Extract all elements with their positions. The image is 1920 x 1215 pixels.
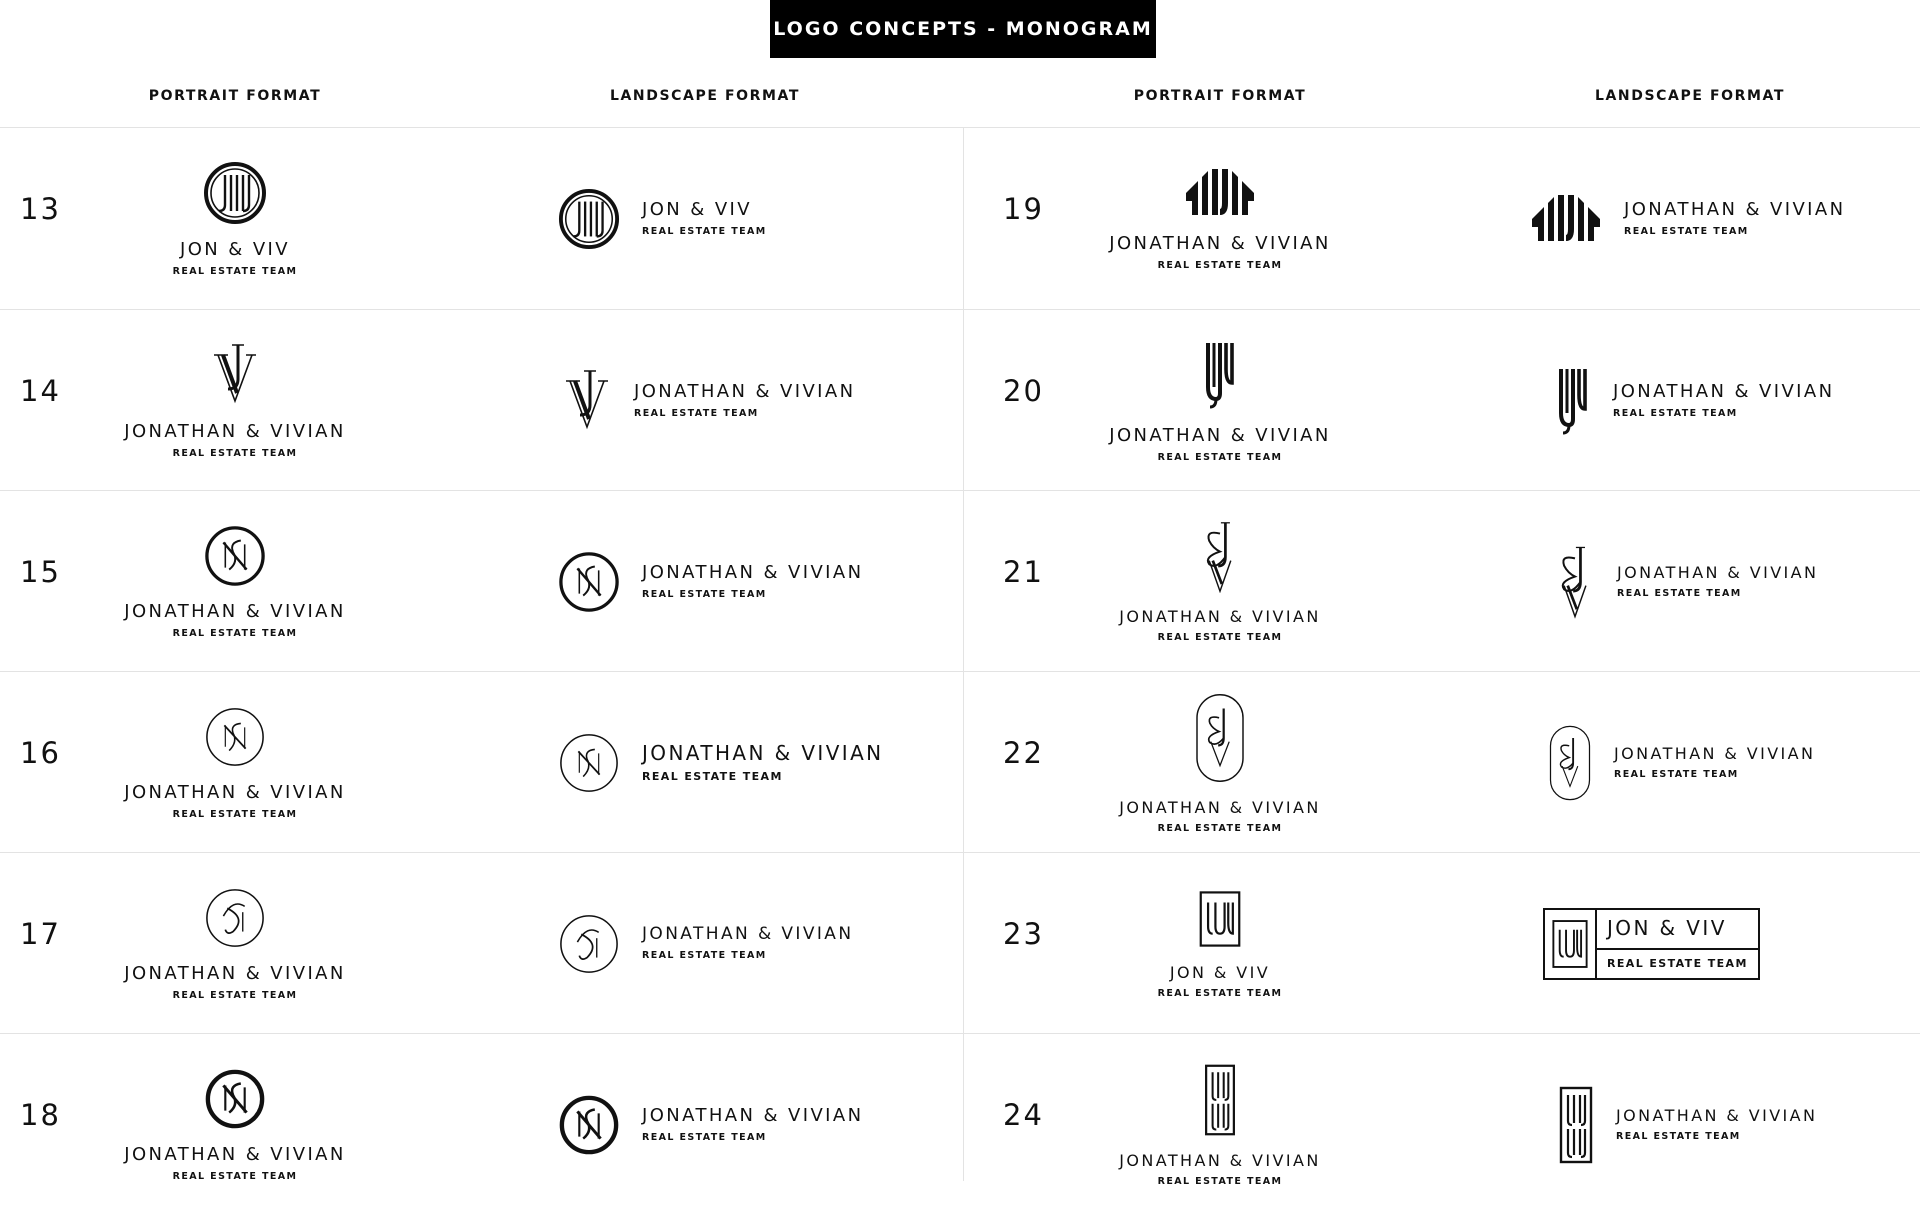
concept-number: 16	[20, 736, 61, 770]
landscape-logo	[558, 672, 998, 853]
boxed-jvv-monogram-icon	[1198, 889, 1242, 949]
logo-tagline: REAL ESTATE TEAM	[172, 265, 298, 277]
logo-name: JONATHAN & VIVIAN	[124, 962, 346, 984]
logo-name: JONATHAN & VIVIAN	[1119, 797, 1321, 817]
logo-tagline: REAL ESTATE TEAM	[172, 808, 298, 820]
landscape-logo	[558, 853, 998, 1034]
logo-name: JON & VIV	[642, 198, 752, 220]
circle-js-bold-monogram-icon	[558, 551, 620, 613]
logo-tagline: REAL ESTATE TEAM	[1617, 587, 1742, 599]
logo-name: JONATHAN & VIVIAN	[642, 741, 884, 765]
boxed-jvv-monogram-icon	[1551, 918, 1589, 970]
circle-js-heavy-monogram-icon	[204, 1068, 266, 1130]
circle-js-thin-monogram-icon	[204, 706, 266, 768]
landscape-logo	[562, 310, 1002, 491]
serif-jv-monogram-icon	[210, 343, 260, 407]
oval-ampersand-jv-monogram-icon	[1194, 692, 1246, 784]
portrait-logo	[35, 1034, 435, 1215]
circle-jv-monogram-icon	[558, 188, 620, 250]
striped-house-monogram-icon	[1530, 193, 1602, 245]
logo-tagline: REAL ESTATE TEAM	[1157, 631, 1283, 643]
ampersand-jv-monogram-icon	[1200, 521, 1240, 593]
logo-tagline: REAL ESTATE TEAM	[642, 770, 783, 783]
logo-tagline: REAL ESTATE TEAM	[642, 950, 767, 962]
ampersand-jv-monogram-icon	[1555, 542, 1595, 622]
concept-number: 23	[1003, 917, 1044, 951]
concept-row	[0, 672, 1920, 853]
column-header-landscape-left: LANDSCAPE FORMAT	[609, 88, 801, 104]
landscape-logo	[1543, 853, 1920, 1034]
logo-name: JONATHAN & VIVIAN	[1617, 562, 1819, 582]
logo-name: JONATHAN & VIVIAN	[1616, 1105, 1818, 1125]
concept-row	[0, 491, 1920, 672]
portrait-logo	[35, 672, 435, 853]
logo-tagline: REAL ESTATE TEAM	[634, 407, 759, 419]
logo-name: JONATHAN & VIVIAN	[642, 1104, 864, 1126]
portrait-logo	[35, 491, 435, 672]
logo-name: JONATHAN & VIVIAN	[634, 380, 856, 402]
tall-jv-monogram-icon	[1555, 365, 1591, 437]
logo-tagline: REAL ESTATE TEAM	[172, 1170, 298, 1182]
logo-tagline: REAL ESTATE TEAM	[1616, 1130, 1741, 1142]
striped-house-monogram-icon	[1184, 167, 1256, 219]
logo-name: JONATHAN & VIVIAN	[1614, 743, 1816, 763]
landscape-logo	[558, 128, 998, 309]
tall-boxed-monogram-icon	[1203, 1063, 1237, 1137]
concept-number: 20	[1003, 374, 1044, 408]
logo-tagline: REAL ESTATE TEAM	[1157, 822, 1283, 834]
logo-tagline: REAL ESTATE TEAM	[1597, 948, 1758, 977]
logo-name: JON & VIV	[180, 238, 290, 260]
logo-name: JONATHAN & VIVIAN	[1613, 380, 1835, 402]
concept-number: 17	[20, 917, 61, 951]
concept-number: 19	[1003, 192, 1044, 226]
concept-number: 24	[1003, 1098, 1044, 1132]
concept-number: 22	[1003, 736, 1044, 770]
tall-jv-monogram-icon	[1202, 339, 1238, 411]
logo-tagline: REAL ESTATE TEAM	[1157, 1175, 1283, 1187]
portrait-logo	[1020, 853, 1420, 1034]
logo-name: JONATHAN & VIVIAN	[1109, 232, 1331, 254]
logo-name: JON & VIV	[1169, 962, 1271, 982]
landscape-logo	[558, 491, 998, 672]
landscape-logo	[1558, 1034, 1920, 1215]
portrait-logo	[1020, 310, 1420, 491]
logo-name: JONATHAN & VIVIAN	[642, 924, 854, 945]
landscape-logo	[1530, 128, 1920, 309]
circle-jv-monogram-icon	[203, 161, 267, 225]
portrait-logo	[1020, 672, 1420, 853]
concept-row	[0, 1034, 1920, 1215]
logo-name: JON & VIV	[1607, 915, 1727, 940]
logo-name: JONATHAN & VIVIAN	[124, 420, 346, 442]
column-header-portrait-right: PORTRAIT FORMAT	[1133, 88, 1307, 104]
landscape-logo	[1555, 491, 1920, 672]
landscape-logo	[558, 1034, 998, 1215]
concept-number: 18	[20, 1098, 61, 1132]
logo-tagline: REAL ESTATE TEAM	[642, 1131, 767, 1143]
oval-ampersand-jv-monogram-icon	[1548, 724, 1592, 802]
logo-name: JONATHAN & VIVIAN	[1119, 606, 1321, 626]
logo-tagline: REAL ESTATE TEAM	[642, 225, 767, 237]
logo-tagline: REAL ESTATE TEAM	[1614, 768, 1739, 780]
logo-name: JONATHAN & VIVIAN	[642, 561, 864, 583]
logo-name: JONATHAN & VIVIAN	[1119, 1150, 1321, 1170]
circle-js-thin-monogram-icon	[558, 732, 620, 794]
portrait-logo	[1020, 128, 1420, 309]
logo-name: JONATHAN & VIVIAN	[124, 1143, 346, 1165]
column-header-portrait-left: PORTRAIT FORMAT	[148, 88, 322, 104]
portrait-logo	[35, 310, 435, 491]
logo-tagline: REAL ESTATE TEAM	[1613, 407, 1738, 419]
circle-js-heavy-monogram-icon	[558, 1094, 620, 1156]
logo-tagline: REAL ESTATE TEAM	[172, 627, 298, 639]
logo-tagline: REAL ESTATE TEAM	[1157, 987, 1283, 999]
circle-js-script-monogram-icon	[204, 887, 266, 949]
logo-name: JONATHAN & VIVIAN	[1109, 424, 1331, 446]
landscape-logo	[1548, 672, 1920, 853]
concept-number: 14	[20, 374, 61, 408]
logo-tagline: REAL ESTATE TEAM	[172, 989, 298, 1001]
logo-tagline: REAL ESTATE TEAM	[172, 447, 298, 459]
concept-row	[0, 310, 1920, 491]
portrait-logo	[1020, 491, 1420, 672]
boxed-lockup	[1543, 908, 1760, 980]
logo-name: JONATHAN & VIVIAN	[1624, 198, 1846, 220]
circle-js-bold-monogram-icon	[204, 525, 266, 587]
tall-boxed-monogram-icon	[1558, 1085, 1594, 1165]
circle-js-script-monogram-icon	[558, 913, 620, 975]
logo-name: JONATHAN & VIVIAN	[124, 781, 346, 803]
logo-name: JONATHAN & VIVIAN	[124, 600, 346, 622]
concept-row	[0, 128, 1920, 309]
logo-tagline: REAL ESTATE TEAM	[642, 588, 767, 600]
portrait-logo	[1020, 1034, 1420, 1215]
concept-number: 21	[1003, 555, 1044, 589]
portrait-logo	[35, 853, 435, 1034]
logo-tagline: REAL ESTATE TEAM	[1157, 451, 1283, 463]
portrait-logo	[35, 128, 435, 309]
serif-jv-monogram-icon	[562, 369, 612, 433]
concept-row	[0, 853, 1920, 1034]
column-header-landscape-right: LANDSCAPE FORMAT	[1594, 88, 1786, 104]
logo-tagline: REAL ESTATE TEAM	[1624, 225, 1749, 237]
logo-tagline: REAL ESTATE TEAM	[1157, 259, 1283, 271]
concept-number: 15	[20, 555, 61, 589]
page-title: LOGO CONCEPTS - MONOGRAM	[770, 0, 1156, 58]
concept-number: 13	[20, 192, 61, 226]
landscape-logo	[1555, 310, 1920, 491]
